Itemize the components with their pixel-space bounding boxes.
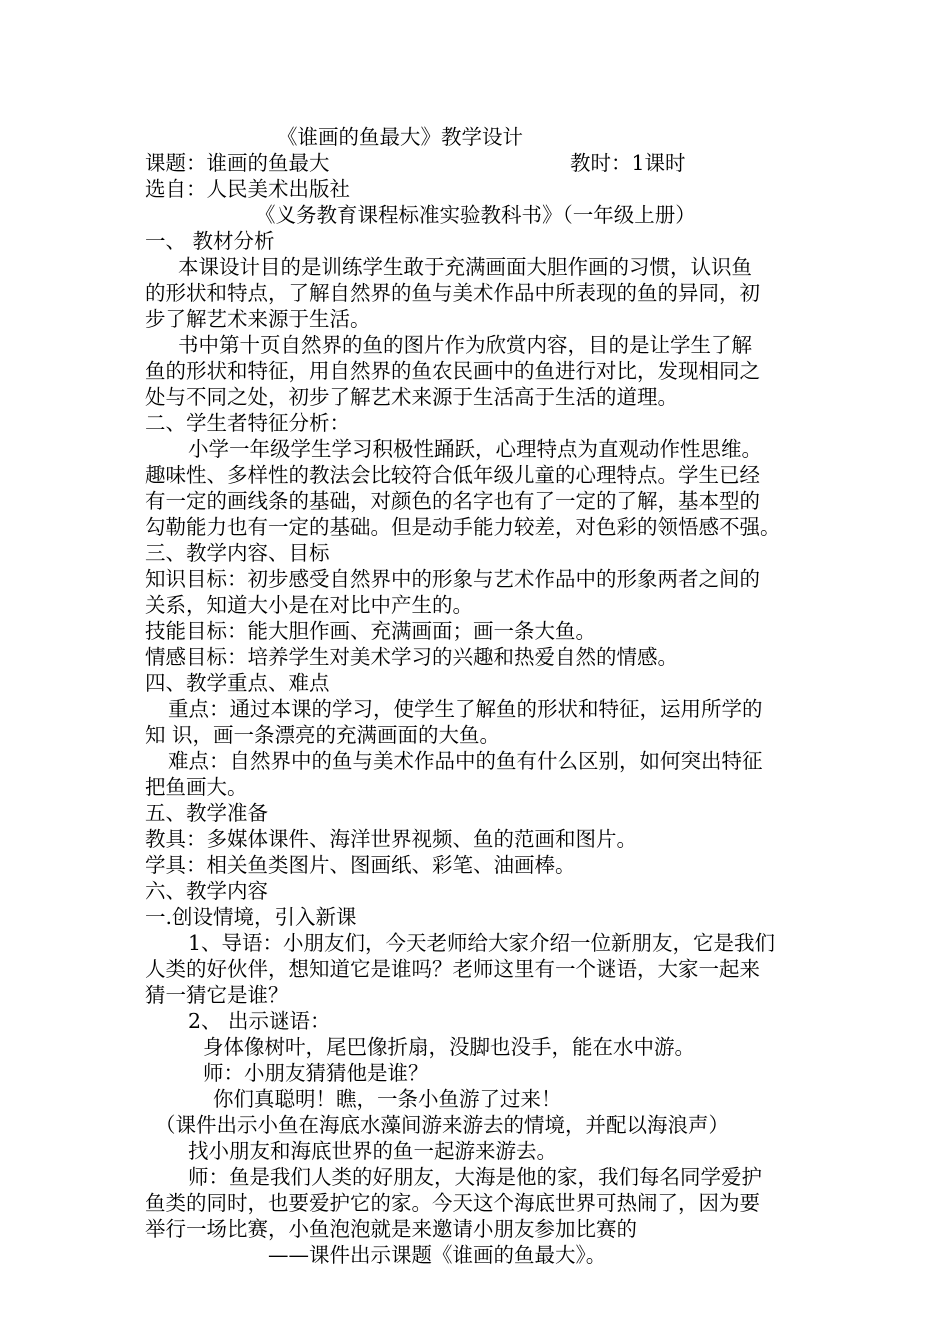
teacher-question: 师：小朋友猜猜他是谁？ xyxy=(203,1061,429,1085)
learning-aids-line: 学具：相关鱼类图片、图画纸、彩笔、油画棒。 xyxy=(145,853,576,877)
knowledge-goal-line: 知识目标：初步感受自然界中的形象与艺术作品中的形象两者之间的 xyxy=(145,567,760,591)
paragraph-line: 鱼的形状和特征，用自然界的鱼农民画中的鱼进行对比，发现相同之 xyxy=(145,359,760,383)
activity-line: 找小朋友和海底世界的鱼一起游来游去。 xyxy=(188,1139,557,1163)
difficulty-line: 把鱼画大。 xyxy=(145,775,248,799)
knowledge-goal-line: 关系，知道大小是在对比中产生的。 xyxy=(145,593,473,617)
skill-goal-line: 技能目标：能大胆作画、充满画面；画一条大鱼。 xyxy=(145,619,596,643)
teaching-aids-line: 教具：多媒体课件、海洋世界视频、鱼的范画和图片。 xyxy=(145,827,637,851)
paragraph-line: 猜一猜它是谁？ xyxy=(145,983,289,1007)
paragraph-line: 举行一场比赛，小鱼泡泡就是来邀请小朋友参加比赛的 xyxy=(145,1217,637,1241)
book-title: 《义务教育课程标准实验教科书》（一年级上册） xyxy=(255,203,696,227)
period-line: 教时：1课时 xyxy=(570,151,686,175)
section-heading-1: 一、 教材分析 xyxy=(145,229,275,253)
courseware-note: （课件出示小鱼在海底水藻间游来游去的情境，并配以海浪声） xyxy=(155,1113,729,1137)
riddle-heading: 2、 出示谜语： xyxy=(188,1009,331,1033)
key-point-line: 知 识，画一条漂亮的充满画面的大鱼。 xyxy=(145,723,501,747)
difficulty-line: 难点：自然界中的鱼与美术作品中的鱼有什么区别，如何突出特征 xyxy=(168,749,763,773)
paragraph-line: 小学一年级学生学习积极性踊跃，心理特点为直观动作性思维。 xyxy=(188,437,762,461)
paragraph-line: 勾勒能力也有一定的基础。但是动手能力较差，对色彩的领悟感不强。 xyxy=(145,515,781,539)
paragraph-line: 趣味性、多样性的教法会比较符合低年级儿童的心理特点。学生已经 xyxy=(145,463,760,487)
riddle-text: 身体像树叶，尾巴像折扇，没脚也没手，能在水中游。 xyxy=(203,1035,695,1059)
section-heading-5: 五、教学准备 xyxy=(145,801,268,825)
paragraph-line: 的形状和特点，了解自然界的鱼与美术作品中所表现的鱼的异同，初 xyxy=(145,281,760,305)
section-heading-6: 六、教学内容 xyxy=(145,879,268,903)
section-heading-2: 二、学生者特征分析： xyxy=(145,411,350,435)
section-heading-4: 四、教学重点、难点 xyxy=(145,671,330,695)
paragraph-line: 步了解艺术来源于生活。 xyxy=(145,307,371,331)
document-title: 《谁画的鱼最大》教学设计 xyxy=(277,125,523,149)
source-line: 选自：人民美术出版社 xyxy=(145,177,350,201)
paragraph-line: 师：鱼是我们人类的好朋友，大海是他的家，我们每名同学爱护 xyxy=(188,1165,762,1189)
subsection-heading: 一.创设情境，引入新课 xyxy=(145,905,357,929)
emotion-goal-line: 情感目标：培养学生对美术学习的兴趣和热爱自然的情感。 xyxy=(145,645,678,669)
paragraph-line: 本课设计目的是训练学生敢于充满画面大胆作画的习惯，认识鱼 xyxy=(178,255,752,279)
paragraph-line: 书中第十页自然界的鱼的图片作为欣赏内容，目的是让学生了解 xyxy=(178,333,752,357)
courseware-title-line: ——课件出示课题《谁画的鱼最大》。 xyxy=(268,1243,607,1267)
paragraph-line: 有一定的画线条的基础，对颜色的名字也有了一定的了解，基本型的 xyxy=(145,489,760,513)
topic-line: 课题：谁画的鱼最大 xyxy=(145,151,330,175)
teacher-praise: 你们真聪明！瞧，一条小鱼游了过来！ xyxy=(213,1087,562,1111)
section-heading-3: 三、教学内容、目标 xyxy=(145,541,330,565)
paragraph-line: 1、导语：小朋友们，今天老师给大家介绍一位新朋友，它是我们 xyxy=(188,931,776,955)
paragraph-line: 鱼类的同时，也要爱护它的家。今天这个海底世界可热闹了，因为要 xyxy=(145,1191,760,1215)
key-point-line: 重点：通过本课的学习，使学生了解鱼的形状和特征，运用所学的 xyxy=(168,697,763,721)
paragraph-line: 处与不同之处，初步了解艺术来源于生活高于生活的道理。 xyxy=(145,385,678,409)
paragraph-line: 人类的好伙伴，想知道它是谁吗？老师这里有一个谜语，大家一起来 xyxy=(145,957,760,981)
